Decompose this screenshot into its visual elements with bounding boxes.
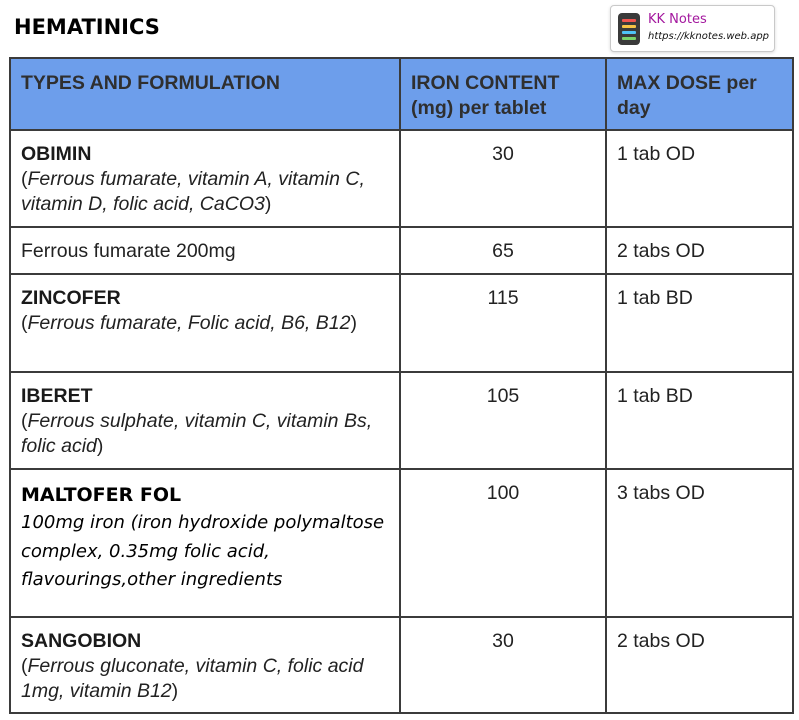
- close-paren: ): [96, 435, 104, 457]
- page-title: HEMATINICS: [14, 15, 160, 39]
- medicine-name: IBERET: [21, 385, 93, 407]
- iron-content-cell: 115: [400, 274, 606, 372]
- max-dose-cell: 1 tab OD: [606, 130, 793, 227]
- medicine-name: Ferrous fumarate 200mg: [21, 240, 236, 262]
- open-paren: (: [21, 410, 28, 432]
- table-row: [10, 227, 793, 274]
- max-dose-cell: 2 tabs OD: [606, 617, 793, 713]
- max-dose-cell: 3 tabs OD: [606, 469, 793, 617]
- table-header-row: [10, 58, 793, 130]
- formulation-cell: [10, 274, 400, 372]
- formulation-cell: [10, 617, 400, 713]
- open-paren: (: [21, 168, 28, 190]
- close-paren: ): [264, 193, 272, 215]
- header-max-dose: MAX DOSE per day: [606, 58, 793, 130]
- open-paren: (: [21, 655, 28, 677]
- medicine-name: SANGOBION: [21, 630, 142, 652]
- close-paren: ): [350, 312, 357, 334]
- brand-url: https://kknotes.web.app: [648, 31, 770, 42]
- formulation-cell: [10, 469, 400, 617]
- iron-content-cell: 30: [400, 130, 606, 227]
- iron-content-cell: 100: [400, 469, 606, 617]
- max-dose-cell: 1 tab BD: [606, 372, 793, 469]
- iron-content-cell: 65: [400, 227, 606, 274]
- max-dose-cell: 1 tab BD: [606, 274, 793, 372]
- formulation-text: Ferrous fumarate, vitamin A, vitamin C, vitamin D, folic acid, CaCO3: [21, 168, 365, 215]
- formulation-text: Ferrous gluconate, vitamin C, folic acid 1mg, vitamin B12: [21, 655, 364, 702]
- formulation-cell: [10, 227, 400, 274]
- brand-badge[interactable]: [610, 5, 775, 52]
- iron-content-cell: 30: [400, 617, 606, 713]
- formulation-text: Ferrous fumarate, Folic acid, B6, B12: [27, 312, 351, 334]
- table-row: [10, 274, 793, 372]
- table-row: [10, 469, 793, 617]
- table-row: [10, 130, 793, 227]
- header-iron-content: IRON CONTENT (mg) per tablet: [400, 58, 606, 130]
- max-dose-cell: 2 tabs OD: [606, 227, 793, 274]
- open-paren: (: [21, 312, 28, 334]
- brand-name: KK Notes: [648, 12, 707, 27]
- medicine-name: MALTOFER FOL: [21, 484, 182, 506]
- close-paren: ): [171, 680, 179, 702]
- table-row: [10, 372, 793, 469]
- header-types-formulation: TYPES AND FORMULATION: [10, 58, 400, 130]
- hematinics-table: [9, 57, 794, 714]
- table-row: [10, 617, 793, 713]
- formulation-text: Ferrous sulphate, vitamin C, vitamin Bs, folic acid: [21, 410, 373, 457]
- formulation-cell: [10, 130, 400, 227]
- notebook-icon: [618, 13, 640, 45]
- iron-content-cell: 105: [400, 372, 606, 469]
- formulation-cell: [10, 372, 400, 469]
- medicine-name: ZINCOFER: [21, 287, 121, 309]
- medicine-name: OBIMIN: [21, 143, 92, 165]
- formulation-text: 100mg iron (iron hydroxide polymaltose complex, 0.35mg folic acid, flavourings,other ingredients: [21, 512, 385, 590]
